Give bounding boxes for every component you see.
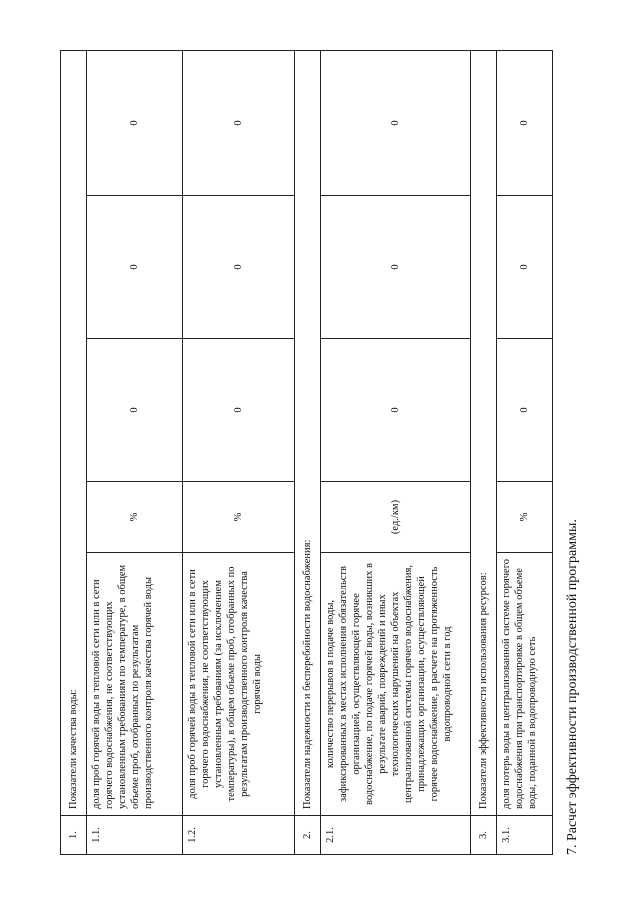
row-number: 1.1. — [87, 816, 183, 855]
indicator-name: количество перерывов в подаче воды, зафиксированных в местах исполнения обязательств организацией, осуществляющей горячее водоснабжение, по подаче горячей воды, возникших в результате аварий, повреждений и иных технологических нарушений на объектах централизованной системы горячего водоснабжения, принадлежащих организации, осуществляющей горячее водоснабжение, в расчете на протяженность водопроводной сети в год — [321, 553, 471, 816]
table-row — [183, 51, 295, 855]
value-cell: 0 — [183, 51, 295, 196]
section-title: Показатели надежности и бесперебойности водоснабжения: — [295, 51, 321, 816]
section-row — [61, 51, 87, 855]
section-number: 1. — [61, 816, 87, 855]
value-cell: 0 — [497, 196, 553, 339]
value-cell: 0 — [87, 339, 183, 482]
table-row — [497, 51, 553, 855]
row-number: 1.2. — [183, 816, 295, 855]
value-cell: 0 — [87, 51, 183, 196]
unit-cell: % — [183, 482, 295, 553]
section-number: 3. — [471, 816, 497, 855]
section-title: Показатели качества воды: — [61, 51, 87, 816]
value-cell: 0 — [497, 51, 553, 196]
value-cell: 0 — [321, 339, 471, 482]
indicator-name: доля проб горячей воды в тепловой сети или в сети горячего водоснабжения, не соответствующих установленным требованиям по температуре, в общем объеме проб, отобранных по результатам производственного контроля качества горячей воды — [87, 553, 183, 816]
unit-cell: % — [87, 482, 183, 553]
value-cell: 0 — [497, 339, 553, 482]
value-cell: 0 — [321, 51, 471, 196]
unit-cell: % — [497, 482, 553, 553]
section-row — [295, 51, 321, 855]
table-row — [87, 51, 183, 855]
indicator-name: доля потерь воды в централизованной системе горячего водоснабжения при транспортировке в общем объеме воды, поданной в водопроводную сеть — [497, 553, 553, 816]
unit-cell: (ед./км) — [321, 482, 471, 553]
value-cell: 0 — [87, 196, 183, 339]
indicators-table — [60, 50, 553, 855]
value-cell: 0 — [183, 339, 295, 482]
section-heading: 7. Расчет эффективности производственной программы. — [565, 519, 580, 855]
value-cell: 0 — [321, 196, 471, 339]
section-row — [471, 51, 497, 855]
row-number: 2.1. — [321, 816, 471, 855]
indicator-name: доля проб горячей воды в тепловой сети или в сети горячего водоснабжения, не соответствующих установленным требованиям (за исключением температуры), в общем объеме проб, отобранных по результатам производственного контроля качества горячей воды — [183, 553, 295, 816]
section-title: Показатели эффективности использования ресурсов: — [471, 51, 497, 816]
section-number: 2. — [295, 816, 321, 855]
row-number: 3.1. — [497, 816, 553, 855]
table-row — [321, 51, 471, 855]
value-cell: 0 — [183, 196, 295, 339]
